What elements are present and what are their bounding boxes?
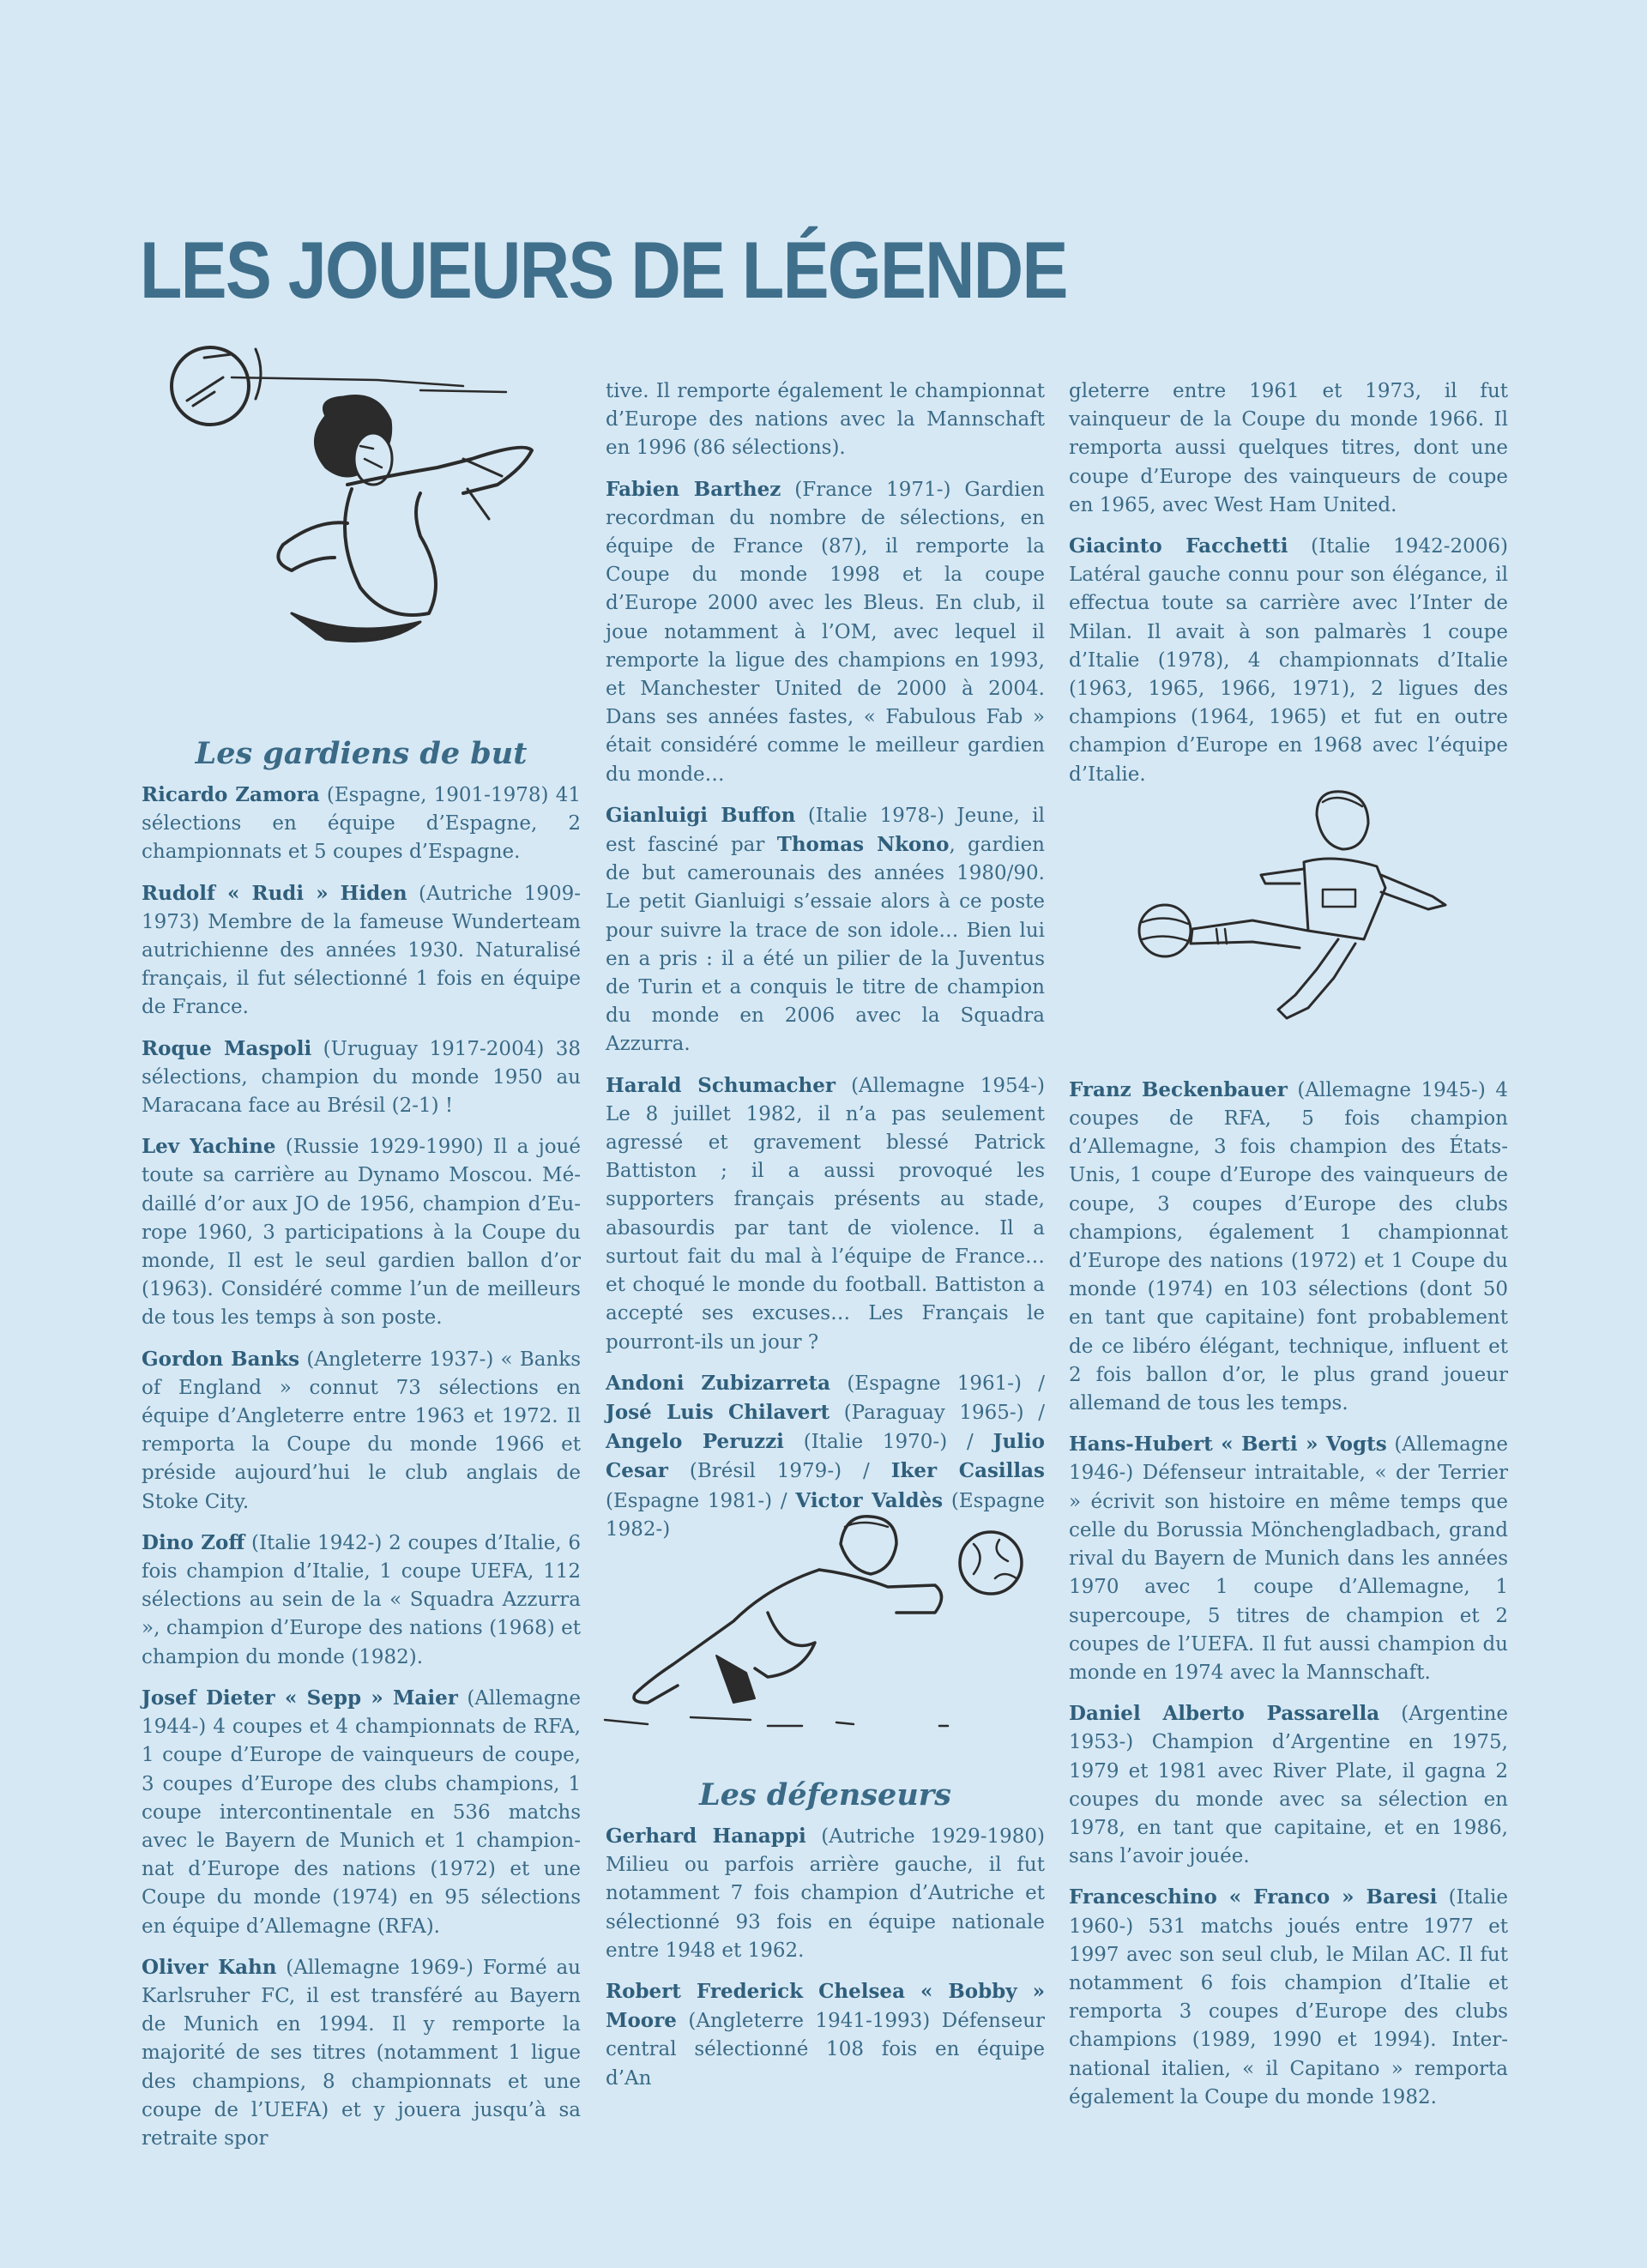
player-name: Dino Zoff — [142, 1530, 245, 1554]
player-name: Harald Schumacher — [606, 1073, 836, 1097]
player-entry — [142, 781, 581, 867]
player-name: Iker Casillas — [890, 1459, 1045, 1483]
goalkeeper-diving-drawing-icon — [596, 1493, 1051, 1750]
player-entry — [142, 1345, 581, 1517]
player-name: Oliver Kahn — [142, 1955, 277, 1979]
column-1 — [142, 736, 581, 2165]
player-name: Hans-Hubert « Berti » Vogts — [1069, 1433, 1387, 1457]
player-entry-continued — [1069, 377, 1508, 520]
player-entry — [606, 1071, 1045, 1357]
player-name: Giacinto Facchetti — [1069, 534, 1288, 558]
player-bio: (Espagne, 1901-1978) 41 sélections en équipe d’Espagne, 2 championnats et 5 coupes d’Espagne. — [142, 784, 581, 864]
player-bio: (Brésil 1979-) / — [667, 1460, 891, 1483]
goalkeeper-punching-ball-drawing-icon — [163, 339, 549, 656]
player-bio: (Allemagne 1945-) 4 coupes de RFA, 5 fois champion d’Allemagne, 3 fois champion des États-Unis, 1 coupe d’Europe des vainqueurs de coupe, 3 coupes d’Europe des clubs champions, également 1 championnat d’Europe des nations (1972) et 1 Coupe du monde (1974) en 103 sélections (dont 50 en tant que capitaine) font probablement de ce libéro élégant, technique, influent et 2 fois ballon d’or, le plus grand joueur allemand de tous les temps. — [1069, 1078, 1508, 1415]
player-bio: (Italie 1960-) 531 matchs joués entre 1977 et 1997 avec son seul club, le Milan AC. Il fut notamment 6 fois champion d’Italie et remporta 3 coupes d’Europe des clubs champions (1989, 1990 et 1994). International italien, « il Capitano » remporta également la Coupe du monde 1982. — [1069, 1886, 1508, 2108]
player-name: Gordon Banks — [142, 1347, 300, 1371]
player-entry — [606, 475, 1045, 789]
player-bio: (Italie 1942-2006) Latéral gauche connu pour son élégance, il effectua toute sa carrière avec l’Inter de Milan. Il avait à son palmarès 1 coupe d’Italie (1978), 4 championnats d’Italie (1963, 1965, 1966, 1971), 2 ligues des champions (1964, 1965) et fut en outre champion d’Europe en 1968 avec l’équipe d’Italie. — [1069, 535, 1508, 786]
player-name: Robert Frederick Chelsea « Bobby » Moore — [606, 1980, 1045, 2033]
player-bio: (Russie 1929-1990) Il a joué toute sa carrière au Dynamo Moscou. Médaillé d’or aux JO de 1956, champion d’Europe 1960, 3 participations à la Coupe du monde, Il est le seul gardien ballon d’or (1963). Considéré comme l’un de meilleurs de tous les temps à son poste. — [142, 1136, 581, 1330]
player-bio: (Italie 1942-) 2 coupes d’Italie, 6 fois champion d’Italie, 1 coupe UEFA, 112 sélections au sein de la « Squadra Azzurra », champion d’Europe des nations (1968) et champion du monde (1982). — [142, 1531, 582, 1668]
player-entry — [142, 1529, 581, 1672]
player-entry — [606, 801, 1045, 1059]
player-name: Daniel Alberto Passarella — [1069, 1702, 1380, 1726]
player-bio: (France 1971-) Gardien recordman du nombre de sélections, en équipe de France (87), il remporte la Coupe du monde 1998 et la coupe d’Europe 2000 avec les Bleus. En club, il joue notamment à l’OM, avec lequel il remporte la ligue des champions en 1993, et Manchester United de 2000 à 2004. Dans ses années fastes, « Fabulous Fab » était considéré comme le meilleur gardien du monde… — [606, 478, 1045, 786]
player-name: Gianluigi Buffon — [606, 803, 796, 827]
player-name: Franceschino « Franco » Baresi — [1069, 1885, 1438, 1909]
player-entry — [606, 1977, 1045, 2093]
player-name: Julio Cesar — [606, 1430, 1045, 1483]
player-name: Fabien Barthez — [606, 477, 781, 501]
player-bio: gleterre entre 1961 et 1973, il fut vainqueur de la Coupe du monde 1966. Il remporta aussi quelques titres, dont une coupe d’Europe des vainqueurs de coupe en 1965, avec West Ham United. — [1069, 380, 1508, 516]
player-entry — [1069, 1076, 1508, 1418]
player-bio: (Italie 1978-) Jeune, il est fasciné par — [606, 804, 1046, 857]
player-entry — [142, 879, 581, 1022]
player-name: Josef Dieter « Sepp » Maier — [142, 1686, 458, 1710]
page-title: LES JOUEURS DE LÉGENDE — [140, 225, 1067, 315]
player-name: Victor Valdès — [795, 1488, 944, 1512]
player-entry — [1069, 1883, 1508, 2112]
column-3 — [1069, 377, 1508, 2124]
player-bio: tive. Il remporte également le championnat d’Europe des nations avec la Mannschaft en 1996 (86 sélections). — [606, 380, 1045, 460]
player-bio: (Allemagne 1954-) Le 8 juillet 1982, il n’a pas seulement agressé et gravement blessé Patrick Battiston ; il a aussi provoqué les supporters français présents au stade, abasourdis par tant de violence. Il a surtout fait du mal à l’équipe de France… et choqué le monde du football. Battiston a accepté ses excuses… Les Français le pourront-ils un jour ? — [606, 1074, 1045, 1354]
player-name: José Luis Chilavert — [606, 1400, 830, 1424]
player-entry — [142, 1132, 581, 1332]
player-bio: (Espagne 1981-) / — [606, 1489, 796, 1512]
column-2-defenders — [606, 1777, 1045, 2105]
player-bio: (Espagne 1961-) / — [830, 1372, 1046, 1395]
player-bio: (Allemagne 1969-) Formé au Karlsruher FC, il est transféré au Bayern de Munich en 1994. Il y remporte la majorité de ses titres (notamment 1 ligue des champions, 8 championnats et une coupe de l’UEFA) et y jouera jusqu’à sa retraite spor — [142, 1956, 581, 2150]
player-entry — [606, 1822, 1045, 1965]
player-entry — [1069, 532, 1508, 789]
player-kicking-ball-drawing-icon — [1124, 776, 1458, 1025]
player-bio: (Italie 1970-) / — [783, 1431, 993, 1454]
section-heading-defenders: Les défenseurs — [699, 1777, 951, 1813]
player-bio: (Allemagne 1946-) Défenseur intraitable, « der Terrier » écrivit son histoire en même temps que celle du Borussia Mönchengladbach, grand rival du Bayern de Munich dans les années 1970 avec 1 coupe d’Allemagne, 1 supercoupe, 5 titres de champion et 2 coupes de l’UEFA. Il fut aussi champion du monde en 1974 avec la Mannschaft. — [1069, 1433, 1508, 1684]
player-entry — [1069, 1699, 1508, 1871]
player-name: Rudolf « Rudi » Hiden — [142, 881, 407, 905]
player-name: Angelo Peruzzi — [606, 1430, 784, 1454]
player-entry — [1069, 1430, 1508, 1687]
column-2 — [606, 377, 1045, 1556]
player-entry-continued — [606, 377, 1045, 463]
player-entry — [142, 1684, 581, 1941]
player-entry — [142, 1953, 581, 2153]
player-bio: (Argentine 1953-) Champion d’Argentine en 1975, 1979 et 1981 avec River Plate, il gagna 2 coupes du monde avec sa sélection en 1978, en tant que capitaine, et en 1986, sans l’avoir jouée. — [1069, 1703, 1508, 1868]
player-name: Lev Yachine — [142, 1135, 276, 1159]
player-name: Franz Beckenbauer — [1069, 1077, 1288, 1101]
player-bio: (Paraguay 1965-) / — [830, 1401, 1045, 1424]
player-bio: (Uruguay 1917-2004) 38 sélections, champion du monde 1950 au Maracana face au Brésil (2-1) ! — [142, 1037, 582, 1118]
player-name-mention: Thomas Nkono — [776, 833, 950, 857]
player-entry — [142, 1034, 581, 1121]
player-bio: (Angleterre 1941-1993) Défenseur central sélectionné 108 fois en équipe d’An — [606, 2010, 1045, 2090]
player-name: Roque Maspoli — [142, 1036, 312, 1060]
player-name: Gerhard Hanappi — [606, 1825, 806, 1848]
player-bio: , gardien de but camerounais des années 1980/90. Le petit Gianluigi s’essaie alors à ce poste pour suivre la trace de son idole… Bien lui en a pris : il a été un pilier de la Juventus de Turin et a conquis le titre de champion du monde en 2006 avec la Squadra Azzurra. — [606, 834, 1045, 1056]
section-heading-goalkeepers: Les gardiens de but — [195, 736, 528, 771]
player-bio: (Angleterre 1937-) « Banks of England » connut 73 sélections en équipe d’Angleterre entre 1963 et 1972. Il remporta la Coupe du monde 1966 et préside aujourd’hui le club anglais de Stoke City. — [142, 1348, 581, 1513]
player-bio: (Allemagne 1944-) 4 coupes et 4 championnats de RFA, 1 coupe d’Europe de vainqueurs de coupe, 3 coupes d’Europe des clubs champions, 1 coupe intercontinentale en 536 matchs avec le Bayern de Munich et 1 championnat d’Europe des nations (1972) et une Coupe du monde (1974) en 95 sélections en équipe d’Allemagne (RFA). — [142, 1686, 581, 1938]
player-name: Andoni Zubizarreta — [606, 1371, 831, 1395]
player-bio: (Espagne 1982-) — [606, 1489, 1045, 1541]
player-name: Ricardo Zamora — [142, 783, 320, 806]
player-bio: (Autriche 1909-1973) Membre de la fameuse Wunderteam autrichienne des années 1930. Naturalisé français, il fut sélectionné 1 fois en équipe de France. — [142, 882, 581, 1019]
player-bio: (Autriche 1929-1980) Milieu ou parfois arrière gauche, il fut notamment 7 fois champion d’Autriche et sélectionné 93 fois en équipe nationale entre 1948 et 1962. — [606, 1825, 1045, 1962]
